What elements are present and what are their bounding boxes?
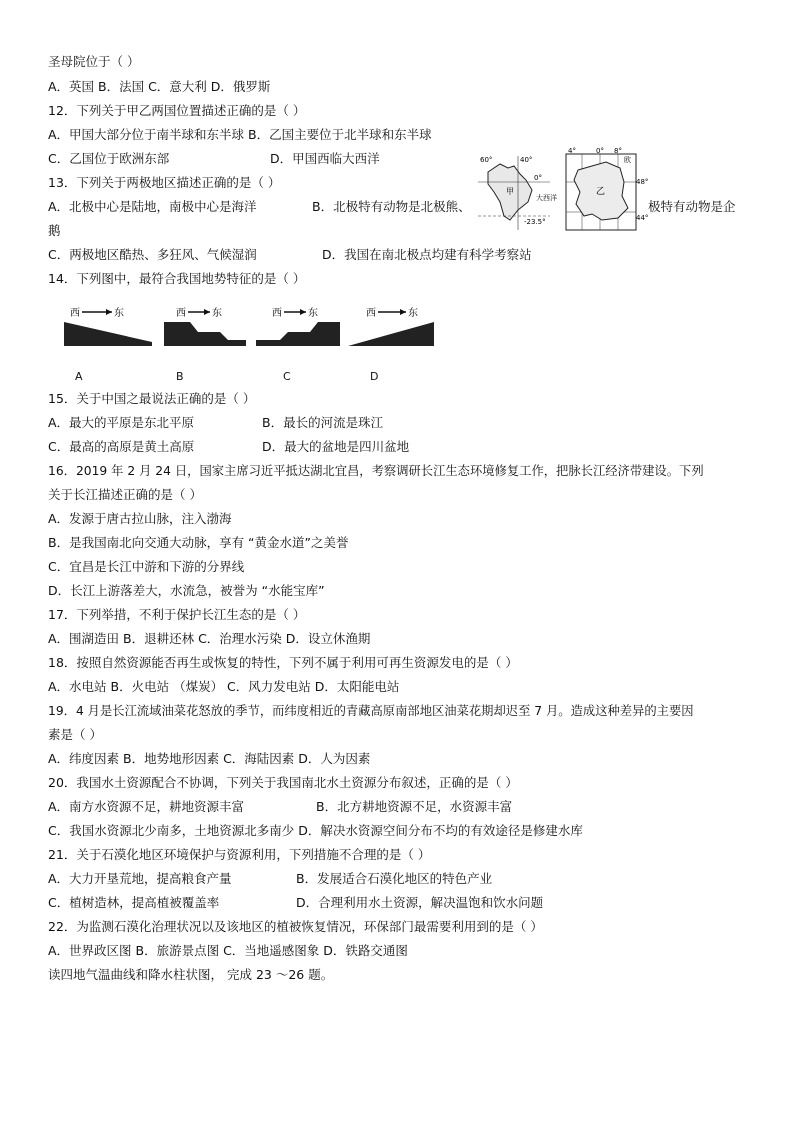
ocean-label: 大西洋 [536,194,557,202]
q13-option-c: C．两极地区酷热、多狂风、气候湿润 [48,247,257,262]
terrain-label-c: C [283,370,291,383]
jia-label: 甲 [506,187,514,196]
q17-options: A．围湖造田 B．退耕还林 C．治理水污染 D．设立休渔期 [48,631,371,646]
q13-option-a: A．北极中心是陆地，南极中心是海洋 [48,199,257,214]
terrain-d-east: 东 [408,308,418,319]
q21-option-b: B．发展适合石漠化地区的特色产业 [296,871,493,886]
q20-option-b: B．北方耕地资源不足，水资源丰富 [316,799,513,814]
q16-option-c: C．宜昌是长江中游和下游的分界线 [48,559,245,574]
q21-stem: 21．关于石漠化地区环境保护与资源利用，下列措施不合理的是（ ） [48,847,431,862]
terrain-c-east: 东 [308,308,318,319]
lat235-label: -23.5° [524,218,546,226]
q15-stem: 15．关于中国之最说法正确的是（ ） [48,391,256,406]
q16-option-b: B．是我国南北向交通大动脉，享有 “黄金水道”之美誉 [48,535,349,550]
terrain-d-west: 西 [366,308,376,319]
terrain-c-west: 西 [272,308,282,319]
q12-options-ab: A．甲国大部分位于南半球和东半球 B．乙国主要位于北半球和东半球 [48,127,432,142]
eu-label: 欧 [624,156,631,164]
terrain-a-west: 西 [70,308,80,319]
terrain-label-d: D [370,370,379,383]
q13-option-b-wrap: 鹅 [48,223,61,238]
terrain-a-east: 东 [114,308,124,319]
q22-options: A．世界政区图 B．旅游景点图 C．当地遥感图象 D．铁路交通图 [48,943,408,958]
q15-option-a: A．最大的平原是东北平原 [48,415,195,430]
country-yi-map [562,147,649,234]
q11-stem-tail: 圣母院位于（ ） [48,54,140,69]
q11-options: A．英国 B．法国 C．意大利 D．俄罗斯 [48,79,271,94]
q17-stem: 17．下列举措，不利于保护长江生态的是（ ） [48,607,306,622]
yi-label: 乙 [596,187,606,197]
lon8-label: 8° [614,147,622,155]
q13-option-b: B．北极特有动物是北极熊、 [312,199,471,214]
q20-options-cd: C．我国水资源北少南多，土地资源北多南少 D．解决水资源空间分布不均的有效途径是修建水库 [48,823,583,838]
terrain-b-west: 西 [176,308,186,319]
q15-option-b: B．最长的河流是珠江 [262,415,384,430]
q15-option-c: C．最高的高原是黄土高原 [48,439,195,454]
q15-option-d: D．最大的盆地是四川盆地 [262,439,410,454]
q21-option-a: A．大力开垦荒地，提高粮食产量 [48,871,232,886]
terrain-option-b-figure [164,306,246,346]
lon4-label: 4° [568,147,576,155]
q19-stem: 19．4 月是长江流域油菜花怒放的季节，而纬度相近的青藏高原南部地区油菜花期却迟至 7 月。造成这种差异的主要因 [48,704,694,718]
terrain-b-east: 东 [212,308,222,319]
q22-stem: 22．为监测石漠化治理状况以及该地区的植被恢复情况，环保部门最需要利用到的是（ ） [48,919,543,934]
q19-stem-2: 素是（ ） [48,727,102,742]
q16-option-a: A．发源于唐古拉山脉，注入渤海 [48,511,232,526]
q16-stem-2: 关于长江描述正确的是（ ） [48,487,202,502]
lat0-label: 0° [534,174,542,182]
q12-option-c: C．乙国位于欧洲东部 [48,151,170,166]
terrain-label-b: B [176,370,184,383]
terrain-option-a-figure [64,306,152,346]
q12-stem: 12．下列关于甲乙两国位置描述正确的是（ ） [48,103,306,118]
terrain-option-d-figure [348,306,434,346]
q18-stem: 18．按照自然资源能否再生或恢复的特性，下列不属于利用可再生资源发电的是（ ） [48,655,518,670]
q23-26-intro: 读四地气温曲线和降水柱状图， 完成 23 ～26 题。 [48,967,334,982]
q21-option-d: D．合理利用水土资源，解决温饱和饮水问题 [296,895,544,910]
q12-option-d: D．甲国西临大西洋 [270,151,380,166]
q19-options: A．纬度因素 B．地势地形因素 C．海陆因素 D．人为因素 [48,751,371,766]
q13-option-d: D．我国在南北极点均建有科学考察站 [322,247,532,262]
q21-option-c: C．植树造林，提高植被覆盖率 [48,895,220,910]
q20-stem: 20．我国水土资源配合不协调，下列关于我国南北水土资源分布叙述，正确的是（ ） [48,775,518,790]
q14-stem: 14．下列图中，最符合我国地势特征的是（ ） [48,271,306,286]
q13-stem: 13．下列关于两极地区描述正确的是（ ） [48,175,281,190]
q20-option-a: A．南方水资源不足，耕地资源丰富 [48,799,245,814]
terrain-label-a: A [75,370,83,383]
q18-options: A．水电站 B．火电站 （煤炭） C．风力发电站 D．太阳能电站 [48,679,400,694]
q13-option-b-tail: 极特有动物是企 [648,199,736,214]
country-jia-map [478,150,557,230]
q16-option-d: D．长江上游落差大，水流急，被誉为 “水能宝库” [48,583,325,598]
lat60-label: 60° [480,156,493,164]
lon40-label: 40° [520,156,533,164]
lat48-label: 48° [636,178,649,186]
terrain-option-c-figure [256,306,340,346]
q16-stem: 16．2019 年 2 月 24 日，国家主席习近平抵达湖北宜昌，考察调研长江生态环境修复工作，把脉长江经济带建设。下列 [48,464,704,478]
lon0b-label: 0° [596,147,604,155]
terrain-profiles [60,302,440,354]
lat44-label: 44° [636,214,649,222]
